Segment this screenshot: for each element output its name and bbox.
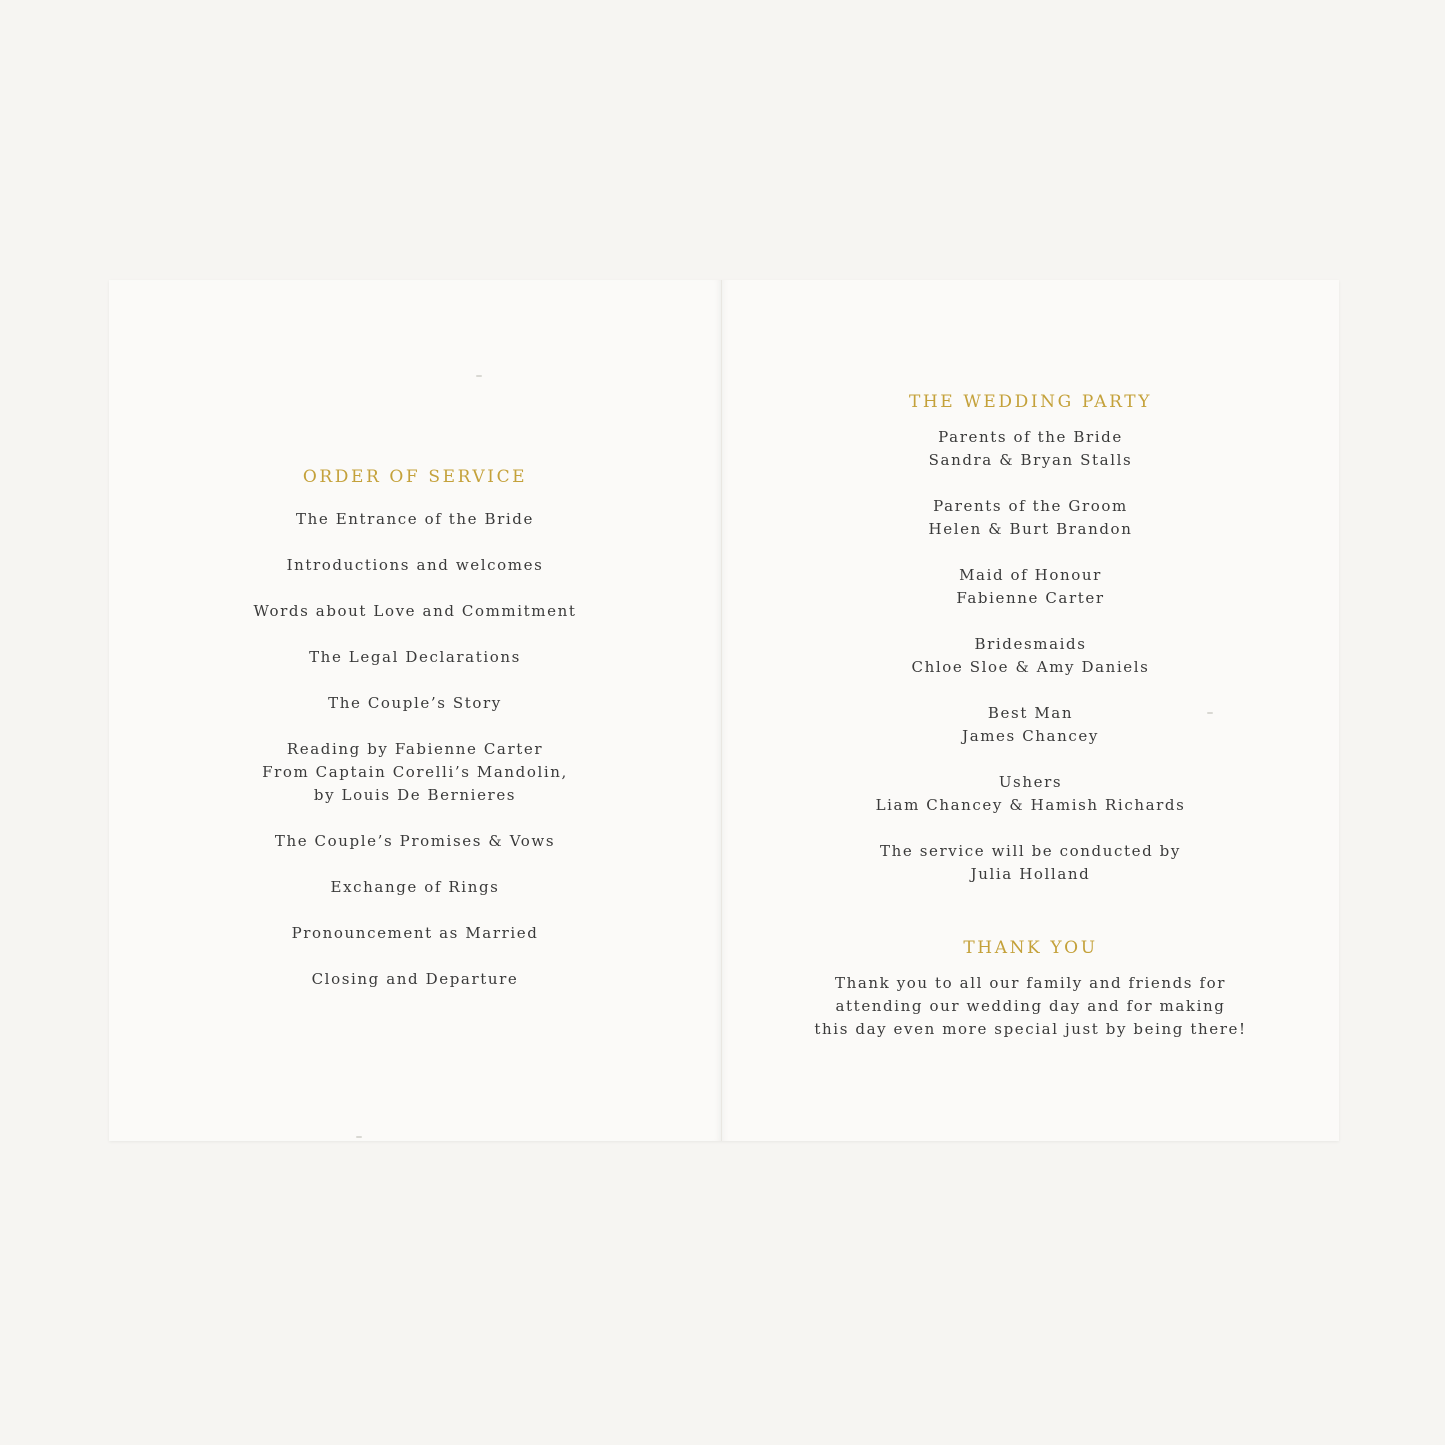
- thank-you-heading: THANK YOU: [963, 938, 1098, 958]
- party-group-line: Parents of the Groom: [933, 497, 1128, 515]
- party-group: [722, 840, 1339, 886]
- service-item-line: Pronouncement as Married: [291, 924, 539, 942]
- order-of-service-list: [109, 508, 721, 991]
- service-item-line: The Couple’s Promises & Vows: [274, 832, 556, 850]
- party-group: [722, 633, 1339, 679]
- service-item: [109, 508, 721, 531]
- wedding-party-column: [722, 392, 1339, 1041]
- service-item: [109, 692, 721, 715]
- service-item-line: The Legal Declarations: [309, 648, 521, 666]
- booklet-spread: [109, 280, 1339, 1141]
- party-group-line: Bridesmaids: [974, 635, 1087, 653]
- paper-fleck: [476, 375, 482, 377]
- service-item: [109, 876, 721, 899]
- thank-you-line: Thank you to all our family and friends for: [834, 974, 1227, 992]
- wedding-party-page: [722, 280, 1339, 1141]
- party-group: [722, 495, 1339, 541]
- party-group-line: Sandra & Bryan Stalls: [928, 451, 1133, 469]
- service-item-line: The Entrance of the Bride: [296, 510, 534, 528]
- party-group: [722, 702, 1339, 748]
- party-group-line: Ushers: [998, 773, 1063, 791]
- party-group-line: Fabienne Carter: [956, 589, 1105, 607]
- service-item: [109, 922, 721, 945]
- party-group-line: Helen & Burt Brandon: [928, 520, 1133, 538]
- service-item-line: Words about Love and Commitment: [253, 602, 577, 620]
- thank-you-message: [722, 972, 1339, 1041]
- party-group-line: Parents of the Bride: [938, 428, 1123, 446]
- order-of-service-heading: ORDER OF SERVICE: [302, 467, 528, 487]
- service-item-line: by Louis De Bernieres: [313, 786, 517, 804]
- party-group-line: James Chancey: [962, 727, 1099, 745]
- wedding-party-list: [722, 426, 1339, 886]
- party-group-line: Julia Holland: [970, 865, 1091, 883]
- thank-you-line: this day even more special just by being there!: [814, 1020, 1247, 1038]
- party-group-line: Best Man: [987, 704, 1074, 722]
- service-item: [109, 968, 721, 991]
- service-item-line: The Couple’s Story: [328, 694, 502, 712]
- service-item: [109, 600, 721, 623]
- order-of-service-column: [109, 467, 721, 1014]
- service-item-line: Introductions and welcomes: [286, 556, 544, 574]
- service-item: [109, 646, 721, 669]
- service-item: [109, 554, 721, 577]
- service-item-line: Closing and Departure: [311, 970, 519, 988]
- party-group-line: Maid of Honour: [959, 566, 1102, 584]
- paper-fleck: [356, 1136, 362, 1138]
- party-group-line: Chloe Sloe & Amy Daniels: [911, 658, 1150, 676]
- service-item-line: Reading by Fabienne Carter: [286, 740, 544, 758]
- party-group: [722, 564, 1339, 610]
- wedding-party-heading: THE WEDDING PARTY: [908, 392, 1153, 412]
- party-group-line: Liam Chancey & Hamish Richards: [875, 796, 1186, 814]
- order-of-service-page: [109, 280, 722, 1141]
- service-item-line: Exchange of Rings: [330, 878, 500, 896]
- party-group: [722, 771, 1339, 817]
- party-group: [722, 426, 1339, 472]
- service-item: [109, 830, 721, 853]
- thank-you-line: attending our wedding day and for making: [835, 997, 1226, 1015]
- party-group-line: The service will be conducted by: [880, 842, 1181, 860]
- service-item: [109, 738, 721, 807]
- service-item-line: From Captain Corelli’s Mandolin,: [262, 763, 568, 781]
